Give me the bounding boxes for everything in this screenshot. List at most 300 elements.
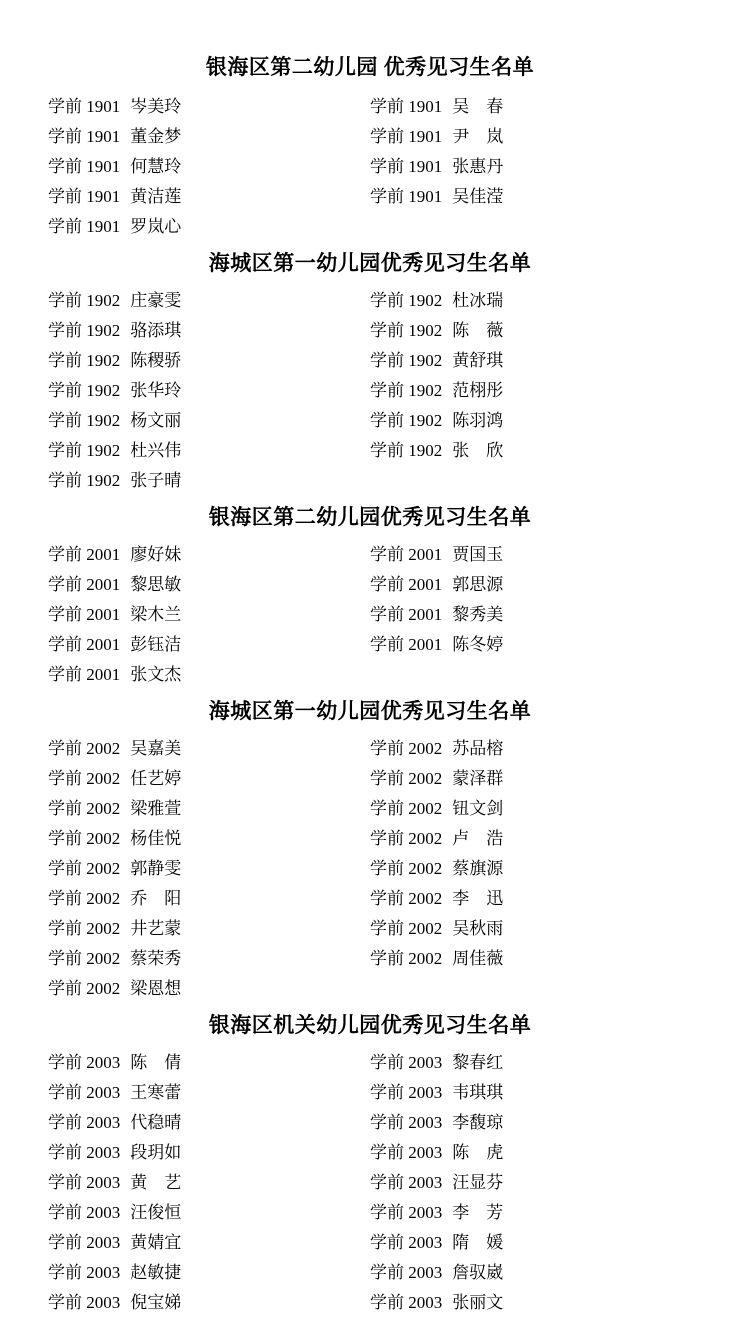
table-row <box>48 540 692 570</box>
roster-cell-right <box>370 1288 692 1318</box>
roster-cell-left <box>48 286 370 316</box>
student-name: 黄舒琪 <box>452 351 504 370</box>
roster-entry <box>370 1228 503 1258</box>
student-name: 张 欣 <box>452 441 504 460</box>
student-name: 何慧玲 <box>130 157 182 176</box>
roster-entry <box>48 436 181 466</box>
student-name: 隋 媛 <box>452 1233 504 1252</box>
roster-entry <box>370 152 503 182</box>
student-class: 学前 1902 <box>48 411 121 430</box>
roster-entry <box>48 794 181 824</box>
roster-entry <box>48 660 181 690</box>
roster-cell-left <box>48 152 370 182</box>
student-name: 杨文丽 <box>130 411 182 430</box>
roster-cell-left <box>48 1108 370 1138</box>
student-name: 汪俊恒 <box>130 1203 182 1222</box>
table-row <box>48 1228 692 1258</box>
roster-cell-left <box>48 1288 370 1318</box>
roster-entry <box>48 944 181 974</box>
student-name: 庄豪雯 <box>130 291 182 310</box>
student-class: 学前 2003 <box>370 1293 443 1312</box>
student-name: 吴 春 <box>452 97 504 116</box>
roster-cell-right <box>370 1138 692 1168</box>
student-class: 学前 2003 <box>48 1053 121 1072</box>
roster-entry <box>370 630 503 660</box>
roster-entry <box>370 376 503 406</box>
roster-cell-right <box>370 854 692 884</box>
student-class: 学前 2003 <box>48 1233 121 1252</box>
student-class: 学前 1902 <box>370 321 443 340</box>
student-name: 钮文剑 <box>452 799 504 818</box>
student-class: 学前 2003 <box>370 1113 443 1132</box>
roster-entry <box>48 734 181 764</box>
roster-cell-right <box>370 1108 692 1138</box>
table-row <box>48 346 692 376</box>
roster-entry <box>370 92 503 122</box>
student-class: 学前 2002 <box>48 949 121 968</box>
student-class: 学前 1902 <box>48 321 121 340</box>
student-name: 郭静雯 <box>130 859 182 878</box>
student-name: 段玥如 <box>130 1143 182 1162</box>
roster-cell-left <box>48 1048 370 1078</box>
student-class: 学前 2002 <box>370 889 443 908</box>
student-class: 学前 1902 <box>48 351 121 370</box>
roster-cell-left <box>48 1228 370 1258</box>
student-class: 学前 2003 <box>48 1203 121 1222</box>
roster-cell-right <box>370 540 692 570</box>
roster-cell-right <box>370 884 692 914</box>
roster-cell-right <box>370 1048 692 1078</box>
student-class: 学前 2003 <box>370 1203 443 1222</box>
section-title: 海城区第一幼儿园优秀见习生名单 <box>208 251 532 275</box>
student-name: 张华玲 <box>130 381 182 400</box>
roster-cell-right <box>370 944 692 974</box>
student-class: 学前 2001 <box>48 635 121 654</box>
roster-entry <box>48 1258 181 1288</box>
student-name: 苏品榕 <box>452 739 504 758</box>
roster-entry <box>48 630 181 660</box>
student-class: 学前 2003 <box>370 1233 443 1252</box>
student-class: 学前 2002 <box>370 859 443 878</box>
table-row <box>48 824 692 854</box>
student-name: 吴秋雨 <box>452 919 504 938</box>
student-class: 学前 2002 <box>48 889 121 908</box>
roster-cell-right <box>370 630 692 660</box>
roster-cell-right <box>370 92 692 122</box>
roster-entry <box>48 884 181 914</box>
roster-cell-right <box>370 1168 692 1198</box>
roster-entry <box>370 600 503 630</box>
roster-cell-right <box>370 914 692 944</box>
roster-cell-left <box>48 734 370 764</box>
roster-cell-left <box>48 974 370 1004</box>
roster-cell-right <box>370 152 692 182</box>
roster-entry <box>48 1108 181 1138</box>
student-class: 学前 1902 <box>370 381 443 400</box>
roster-entry <box>48 570 181 600</box>
roster-cell-left <box>48 212 370 242</box>
student-class: 学前 2003 <box>370 1143 443 1162</box>
student-name: 任艺婷 <box>130 769 182 788</box>
roster-entry <box>48 376 181 406</box>
roster-entry <box>370 794 503 824</box>
roster-cell-left <box>48 600 370 630</box>
student-name: 贾国玉 <box>452 545 504 564</box>
roster-entry <box>370 346 503 376</box>
roster-entry <box>48 974 181 1004</box>
student-class: 学前 1902 <box>48 291 121 310</box>
roster-entry <box>48 286 181 316</box>
roster-cell-right <box>370 376 692 406</box>
student-name: 李馥琼 <box>452 1113 504 1132</box>
student-class: 学前 2002 <box>48 739 121 758</box>
student-class: 学前 2002 <box>370 829 443 848</box>
roster-entry <box>48 182 181 212</box>
student-name: 黄婧宜 <box>130 1233 182 1252</box>
student-class: 学前 2003 <box>48 1113 121 1132</box>
roster-cell-left <box>48 630 370 660</box>
roster-entry <box>370 1198 503 1228</box>
roster-cell-right <box>370 436 692 466</box>
student-name: 陈羽鸿 <box>452 411 504 430</box>
roster-entry <box>370 1288 503 1318</box>
student-name: 韦琪琪 <box>452 1083 504 1102</box>
student-class: 学前 1901 <box>370 97 443 116</box>
student-class: 学前 2003 <box>370 1083 443 1102</box>
roster-entry <box>48 212 181 242</box>
roster-entry <box>48 152 181 182</box>
student-name: 李 芳 <box>452 1203 504 1222</box>
roster-entry <box>48 316 181 346</box>
student-name: 罗岚心 <box>130 217 182 236</box>
roster-entry <box>370 1168 503 1198</box>
student-class: 学前 2002 <box>370 799 443 818</box>
student-class: 学前 2001 <box>48 665 121 684</box>
table-row <box>48 764 692 794</box>
student-class: 学前 1902 <box>48 381 121 400</box>
roster-cell-left <box>48 884 370 914</box>
roster-entry <box>370 734 503 764</box>
table-row <box>48 1258 692 1288</box>
student-class: 学前 1902 <box>370 411 443 430</box>
roster-cell-right <box>370 794 692 824</box>
roster-cell-left <box>48 764 370 794</box>
student-name: 范栩彤 <box>452 381 504 400</box>
table-row <box>48 1198 692 1228</box>
student-name: 陈冬婷 <box>452 635 504 654</box>
student-class: 学前 1901 <box>48 187 121 206</box>
student-class: 学前 2003 <box>48 1173 121 1192</box>
student-name: 李 迅 <box>452 889 504 908</box>
roster-entry <box>48 854 181 884</box>
roster-entry <box>370 286 503 316</box>
roster-cell-left <box>48 316 370 346</box>
roster-entry <box>48 92 181 122</box>
student-name: 黄洁莲 <box>130 187 182 206</box>
student-name: 井艺蒙 <box>130 919 182 938</box>
table-row <box>48 600 692 630</box>
roster-entry <box>48 824 181 854</box>
roster-cell-right <box>370 1228 692 1258</box>
student-name: 乔 阳 <box>130 889 182 908</box>
table-row <box>48 914 692 944</box>
student-name: 黎思敏 <box>130 575 182 594</box>
table-row <box>48 376 692 406</box>
table-row <box>48 1048 692 1078</box>
table-row <box>48 570 692 600</box>
student-class: 学前 1902 <box>370 351 443 370</box>
student-name: 杜兴伟 <box>130 441 182 460</box>
roster-cell-right <box>370 286 692 316</box>
roster-cell-right <box>370 212 692 242</box>
student-name: 卢 浩 <box>452 829 504 848</box>
student-name: 张丽文 <box>452 1293 504 1312</box>
student-name: 倪宝娣 <box>130 1293 182 1312</box>
student-class: 学前 2002 <box>48 859 121 878</box>
roster-entry <box>370 436 503 466</box>
student-name: 黎秀美 <box>452 605 504 624</box>
student-name: 梁木兰 <box>130 605 182 624</box>
student-class: 学前 1901 <box>48 217 121 236</box>
roster-cell-left <box>48 1138 370 1168</box>
student-name: 黎春红 <box>452 1053 504 1072</box>
student-class: 学前 2003 <box>370 1053 443 1072</box>
roster-entry <box>370 824 503 854</box>
roster-cell-left <box>48 944 370 974</box>
student-class: 学前 1902 <box>370 291 443 310</box>
table-row <box>48 406 692 436</box>
table-row <box>48 794 692 824</box>
roster-cell-left <box>48 406 370 436</box>
student-class: 学前 1902 <box>370 441 443 460</box>
student-class: 学前 2001 <box>370 605 443 624</box>
student-name: 詹驭崴 <box>452 1263 504 1282</box>
section-title: 海城区第一幼儿园优秀见习生名单 <box>208 699 532 723</box>
student-name: 陈 虎 <box>452 1143 504 1162</box>
roster-entry <box>370 764 503 794</box>
student-class: 学前 2002 <box>48 769 121 788</box>
roster-cell-left <box>48 122 370 152</box>
roster-cell-left <box>48 1198 370 1228</box>
roster-cell-left <box>48 540 370 570</box>
roster-cell-right <box>370 570 692 600</box>
student-name: 张文杰 <box>130 665 182 684</box>
roster-entry <box>48 540 181 570</box>
table-row <box>48 436 692 466</box>
student-class: 学前 2003 <box>48 1083 121 1102</box>
student-name: 尹 岚 <box>452 127 504 146</box>
student-name: 杨佳悦 <box>130 829 182 848</box>
roster-cell-right <box>370 466 692 496</box>
roster-cell-left <box>48 794 370 824</box>
roster-cell-right <box>370 316 692 346</box>
roster-table <box>48 540 692 690</box>
roster-cell-left <box>48 1168 370 1198</box>
roster-cell-left <box>48 436 370 466</box>
table-row <box>48 974 692 1004</box>
student-class: 学前 2003 <box>48 1293 121 1312</box>
roster-entry <box>48 466 181 496</box>
roster-cell-right <box>370 122 692 152</box>
roster-cell-right <box>370 406 692 436</box>
student-name: 廖好妹 <box>130 545 182 564</box>
student-class: 学前 2002 <box>48 979 121 998</box>
student-name: 张子晴 <box>130 471 182 490</box>
roster-cell-right <box>370 734 692 764</box>
section-title: 银海区机关幼儿园优秀见习生名单 <box>208 1013 532 1037</box>
student-name: 蔡旗源 <box>452 859 504 878</box>
roster-cell-left <box>48 182 370 212</box>
student-class: 学前 2001 <box>48 605 121 624</box>
roster-entry <box>48 1138 181 1168</box>
roster-table <box>48 92 692 242</box>
roster-cell-right <box>370 824 692 854</box>
student-name: 吴佳滢 <box>452 187 504 206</box>
student-name: 蒙泽群 <box>452 769 504 788</box>
student-class: 学前 2002 <box>370 739 443 758</box>
student-class: 学前 2002 <box>370 949 443 968</box>
student-class: 学前 1901 <box>48 97 121 116</box>
roster-entry <box>370 1078 503 1108</box>
table-row <box>48 286 692 316</box>
student-class: 学前 1901 <box>48 127 121 146</box>
table-row <box>48 92 692 122</box>
table-row <box>48 1108 692 1138</box>
student-name: 王寒蕾 <box>130 1083 182 1102</box>
student-class: 学前 2001 <box>370 575 443 594</box>
student-name: 董金梦 <box>130 127 182 146</box>
table-row <box>48 854 692 884</box>
section-title: 银海区第二幼儿园优秀见习生名单 <box>208 505 532 529</box>
student-class: 学前 2001 <box>370 545 443 564</box>
student-class: 学前 2003 <box>370 1173 443 1192</box>
roster-entry <box>48 1078 181 1108</box>
roster-entry <box>48 764 181 794</box>
roster-entry <box>370 1108 503 1138</box>
roster-entry <box>370 1048 503 1078</box>
student-name: 代稳晴 <box>130 1113 182 1132</box>
roster-cell-left <box>48 660 370 690</box>
roster-cell-left <box>48 376 370 406</box>
student-name: 郭思源 <box>452 575 504 594</box>
roster-entry <box>48 406 181 436</box>
student-name: 陈 倩 <box>130 1053 182 1072</box>
roster-entry <box>48 914 181 944</box>
student-name: 梁恩想 <box>130 979 182 998</box>
table-row <box>48 630 692 660</box>
student-class: 学前 1901 <box>370 157 443 176</box>
roster-cell-right <box>370 346 692 376</box>
roster-cell-right <box>370 182 692 212</box>
table-row <box>48 182 692 212</box>
table-row <box>48 944 692 974</box>
student-name: 陈稷骄 <box>130 351 182 370</box>
roster-entry <box>370 1258 503 1288</box>
student-name: 蔡荣秀 <box>130 949 182 968</box>
roster-cell-left <box>48 92 370 122</box>
section-title: 银海区第二幼儿园 优秀见习生名单 <box>205 55 535 79</box>
student-class: 学前 2003 <box>48 1263 121 1282</box>
roster-cell-right <box>370 600 692 630</box>
roster-cell-right <box>370 764 692 794</box>
roster-table <box>48 734 692 1004</box>
roster-entry <box>48 1228 181 1258</box>
roster-entry <box>48 122 181 152</box>
roster-table <box>48 1048 692 1318</box>
student-name: 陈 薇 <box>452 321 504 340</box>
roster-cell-left <box>48 824 370 854</box>
roster-table <box>48 286 692 496</box>
table-row <box>48 1078 692 1108</box>
table-row <box>48 466 692 496</box>
student-class: 学前 2002 <box>48 829 121 848</box>
student-name: 岑美玲 <box>130 97 182 116</box>
roster-entry <box>370 944 503 974</box>
table-row <box>48 734 692 764</box>
student-class: 学前 2002 <box>370 769 443 788</box>
table-row <box>48 1288 692 1318</box>
roster-entry <box>48 600 181 630</box>
roster-cell-right <box>370 974 692 1004</box>
roster-cell-right <box>370 660 692 690</box>
student-class: 学前 2001 <box>48 545 121 564</box>
student-name: 梁雅萱 <box>130 799 182 818</box>
roster-cell-right <box>370 1078 692 1108</box>
roster-entry <box>48 1288 181 1318</box>
student-class: 学前 2002 <box>370 919 443 938</box>
student-name: 吴嘉美 <box>130 739 182 758</box>
table-row <box>48 660 692 690</box>
student-name: 赵敏捷 <box>130 1263 182 1282</box>
student-class: 学前 2002 <box>48 799 121 818</box>
student-name: 黄 艺 <box>130 1173 182 1192</box>
table-row <box>48 884 692 914</box>
roster-entry <box>370 914 503 944</box>
student-class: 学前 2002 <box>48 919 121 938</box>
student-name: 彭钰洁 <box>130 635 182 654</box>
student-class: 学前 1901 <box>48 157 121 176</box>
student-name: 周佳薇 <box>452 949 504 968</box>
student-class: 学前 2003 <box>48 1143 121 1162</box>
table-row <box>48 122 692 152</box>
student-class: 学前 1902 <box>48 471 121 490</box>
student-name: 杜冰瑞 <box>452 291 504 310</box>
student-class: 学前 2001 <box>370 635 443 654</box>
student-class: 学前 2001 <box>48 575 121 594</box>
roster-cell-left <box>48 1078 370 1108</box>
roster-entry <box>370 122 503 152</box>
roster-cell-left <box>48 1258 370 1288</box>
roster-entry <box>370 182 503 212</box>
roster-entry <box>370 406 503 436</box>
roster-entry <box>370 316 503 346</box>
roster-entry <box>370 854 503 884</box>
roster-entry <box>48 1198 181 1228</box>
roster-cell-right <box>370 1198 692 1228</box>
roster-cell-left <box>48 346 370 376</box>
roster-entry <box>370 540 503 570</box>
table-row <box>48 152 692 182</box>
student-class: 学前 1901 <box>370 127 443 146</box>
roster-entry <box>48 1168 181 1198</box>
table-row <box>48 1168 692 1198</box>
table-row <box>48 316 692 346</box>
roster-cell-left <box>48 570 370 600</box>
roster-entry <box>370 1138 503 1168</box>
roster-entry <box>370 884 503 914</box>
table-row <box>48 1138 692 1168</box>
roster-entry <box>48 346 181 376</box>
